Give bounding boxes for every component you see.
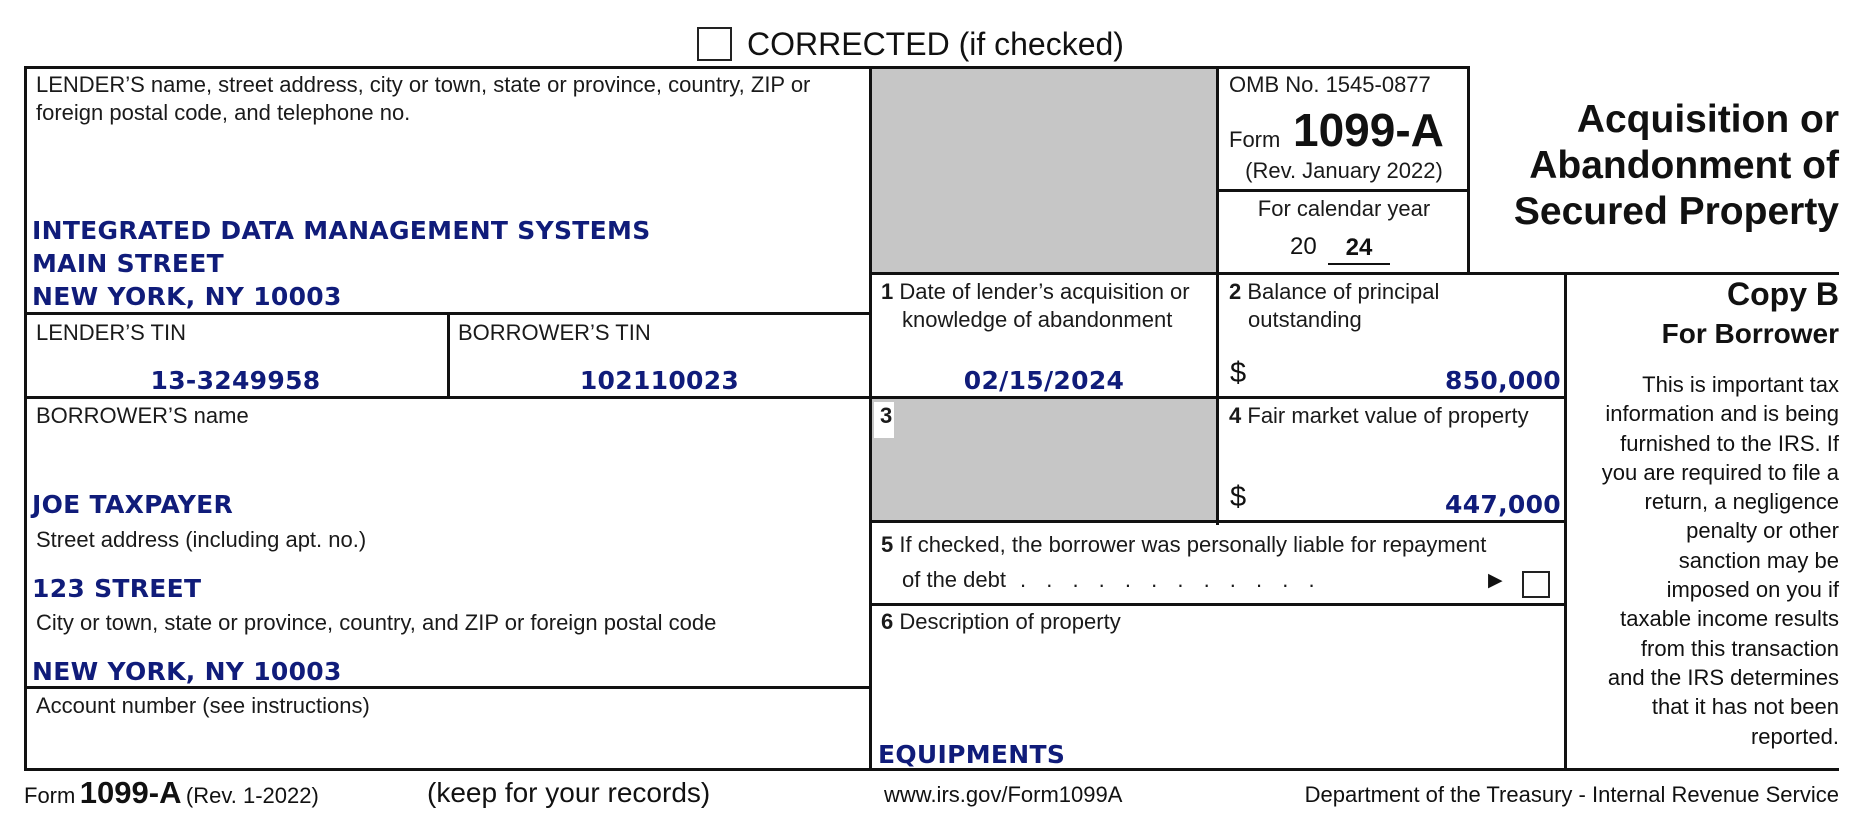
box1-label-line-2: knowledge of abandonment	[902, 307, 1173, 332]
form-title-line-1: Acquisition or	[1576, 98, 1839, 141]
box4-value[interactable]: 447,000	[1445, 490, 1561, 519]
copy-subtitle: For Borrower	[1661, 318, 1839, 349]
copy-title: Copy B	[1727, 276, 1839, 312]
line-box5-bottom	[869, 603, 1566, 606]
borrower-name-label: BORROWER’S name	[36, 403, 249, 428]
lender-city[interactable]: NEW YORK, NY 10003	[32, 282, 342, 311]
box2-number: 2	[1229, 279, 1242, 304]
copy-notice-line: and the IRS determines	[1607, 664, 1839, 690]
copy-notice-line: return, a negligence	[1644, 489, 1839, 515]
street-address-value[interactable]: 123 STREET	[32, 574, 202, 603]
copy-notice-line: that it has not been	[1651, 694, 1839, 720]
copy-notice	[1569, 370, 1839, 751]
borrower-tin-value[interactable]: 102110023	[579, 366, 740, 395]
box6-value[interactable]: EQUIPMENTS	[878, 740, 1066, 769]
lender-street[interactable]: MAIN STREET	[32, 249, 224, 278]
lender-tin-value[interactable]: 13-3249958	[150, 366, 321, 395]
footer-form-word: Form	[24, 783, 76, 808]
copy-notice-line: taxable income results	[1620, 606, 1839, 632]
copy-notice-line: information and is being	[1605, 401, 1839, 427]
footer-url[interactable]: www.irs.gov/Form1099A	[884, 782, 1123, 807]
form-title-line-2: Abandonment of	[1529, 144, 1839, 187]
footer-form-number: 1099-A	[79, 775, 182, 810]
box2-currency: $	[1230, 357, 1247, 389]
form-title-line-3: Secured Property	[1513, 190, 1839, 233]
footer-form-id	[24, 775, 319, 811]
shaded-area-header	[872, 69, 1216, 272]
footer-keep-records: (keep for your records)	[427, 777, 711, 808]
form-border-top-left	[24, 66, 1469, 69]
form-title	[1514, 97, 1839, 235]
calendar-year-prefix: 20	[1290, 233, 1317, 260]
copy-notice-line: reported.	[1750, 723, 1839, 749]
box5-label-line-2: of the debt	[902, 567, 1006, 592]
line-header-bottom	[869, 272, 1566, 275]
street-address-label: Street address (including apt. no.)	[36, 527, 367, 552]
city-line-value[interactable]: NEW YORK, NY 10003	[32, 657, 342, 686]
lender-tin-label: LENDER’S TIN	[36, 320, 186, 345]
box4-currency: $	[1230, 481, 1247, 513]
form-number: 1099-A	[1293, 104, 1444, 156]
box4-label-text: Fair market value of property	[1247, 403, 1529, 428]
box5-leader-dots: . . . . . . . . . . . .	[1020, 567, 1322, 592]
form-word: Form	[1229, 127, 1281, 152]
borrower-name-value[interactable]: JOE TAXPAYER	[32, 490, 234, 519]
box3-number: 3	[874, 402, 894, 438]
shaded-area-box3	[872, 399, 1216, 520]
copy-notice-line: penalty or other	[1686, 518, 1839, 544]
copy-notice-line: sanction may be	[1678, 547, 1839, 573]
copy-notice-line: from this transaction	[1640, 635, 1839, 661]
calendar-year-field[interactable]: 24	[1328, 233, 1390, 265]
form-border-left	[24, 66, 27, 771]
lender-block-label: LENDER’S name, street address, city or town, state or province, country, ZIP or foreign postal code, and telephone no.	[36, 72, 811, 125]
divider-omb	[1216, 66, 1219, 525]
city-line-label: City or town, state or province, country, and ZIP or foreign postal code	[36, 610, 717, 635]
box2-label-line-1: Balance of principal	[1247, 279, 1440, 304]
copy-notice-line: imposed on you if	[1666, 577, 1839, 603]
box5-label-line-1: If checked, the borrower was personally liable for repayment	[899, 532, 1487, 557]
box1-label-line-1: Date of lender’s acquisition or	[899, 279, 1190, 304]
box4-number: 4	[1229, 403, 1242, 428]
box6-number: 6	[881, 609, 894, 634]
account-number-label: Account number (see instructions)	[36, 693, 370, 718]
line-tin-bottom	[24, 396, 1566, 399]
box4-label	[1229, 402, 1529, 430]
box2-label-line-2: outstanding	[1248, 307, 1362, 332]
box5-label	[881, 531, 1486, 559]
line-form-number-bottom	[1216, 189, 1469, 192]
copy-notice-line: furnished to the IRS. If	[1620, 430, 1839, 456]
line-box34-bottom	[869, 520, 1566, 523]
box2-label	[1229, 278, 1439, 306]
box5-checkbox[interactable]	[1522, 571, 1550, 598]
form-revision: (Rev. January 2022)	[1245, 158, 1443, 183]
box1-label	[881, 278, 1215, 306]
corrected-label: CORRECTED (if checked)	[747, 26, 1124, 62]
footer-department: Department of the Treasury - Internal Revenue Service	[1304, 782, 1839, 807]
borrower-tin-label: BORROWER’S TIN	[458, 320, 651, 345]
line-lender-bottom	[24, 312, 871, 315]
box6-label	[881, 608, 1121, 636]
box5-number: 5	[881, 532, 894, 557]
omb-number: OMB No. 1545-0877	[1229, 72, 1431, 97]
box5-arrow-icon: ▶	[1488, 570, 1503, 591]
line-city-bottom	[24, 686, 871, 689]
lender-name[interactable]: INTEGRATED DATA MANAGEMENT SYSTEMS	[32, 216, 651, 245]
box6-label-text: Description of property	[899, 609, 1121, 634]
box2-value[interactable]: 850,000	[1445, 366, 1561, 395]
copy-notice-line: you are required to file a	[1601, 459, 1839, 485]
footer-revision: (Rev. 1-2022)	[185, 783, 319, 808]
calendar-year-label: For calendar year	[1257, 196, 1431, 221]
box1-number: 1	[881, 279, 894, 304]
corrected-checkbox[interactable]	[697, 27, 732, 61]
copy-notice-line: This is important tax	[1642, 372, 1839, 397]
box1-value[interactable]: 02/15/2024	[963, 366, 1125, 395]
